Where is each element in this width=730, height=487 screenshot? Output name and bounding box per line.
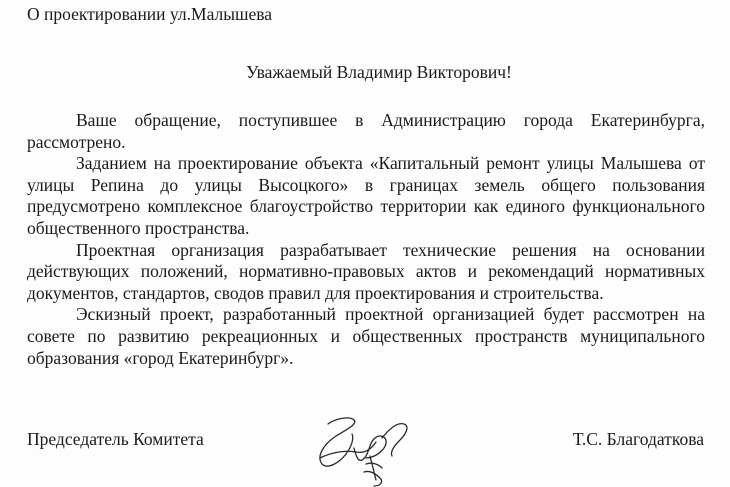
paragraph-2: Заданием на проектирование объекта «Капитальный ремонт улицы Малышева от улицы Репина до улицы Высоцкого» в границах земель общего пользования предусмотрено комплексное благоустройство территории как единого функционального общественного пространства.	[27, 153, 705, 238]
letter-body	[27, 110, 705, 369]
signer-title: Председатель Комитета	[27, 429, 204, 449]
paragraph-3: Проектная организация разрабатывает технические решения на основании действующих положений, нормативно-правовых актов и рекомендаций нормативных документов, стандартов, сводов правил для проектирования и строительства.	[27, 239, 705, 303]
paragraph-1: Ваше обращение, поступившее в Администрацию города Екатеринбурга, рассмотрено.	[27, 110, 705, 152]
paragraph-4: Эскизный проект, разработанный проектной организацией будет рассмотрен на совете по развитию рекреационных и общественных пространств муниципального образования «город Екатеринбург».	[27, 304, 705, 368]
letter-subject: О проектировании ул.Малышева	[27, 4, 273, 24]
signer-name: Т.С. Благодаткова	[572, 429, 704, 449]
letter-salutation: Уважаемый Владимир Викторович!	[246, 62, 512, 82]
handwritten-signature	[306, 412, 426, 487]
